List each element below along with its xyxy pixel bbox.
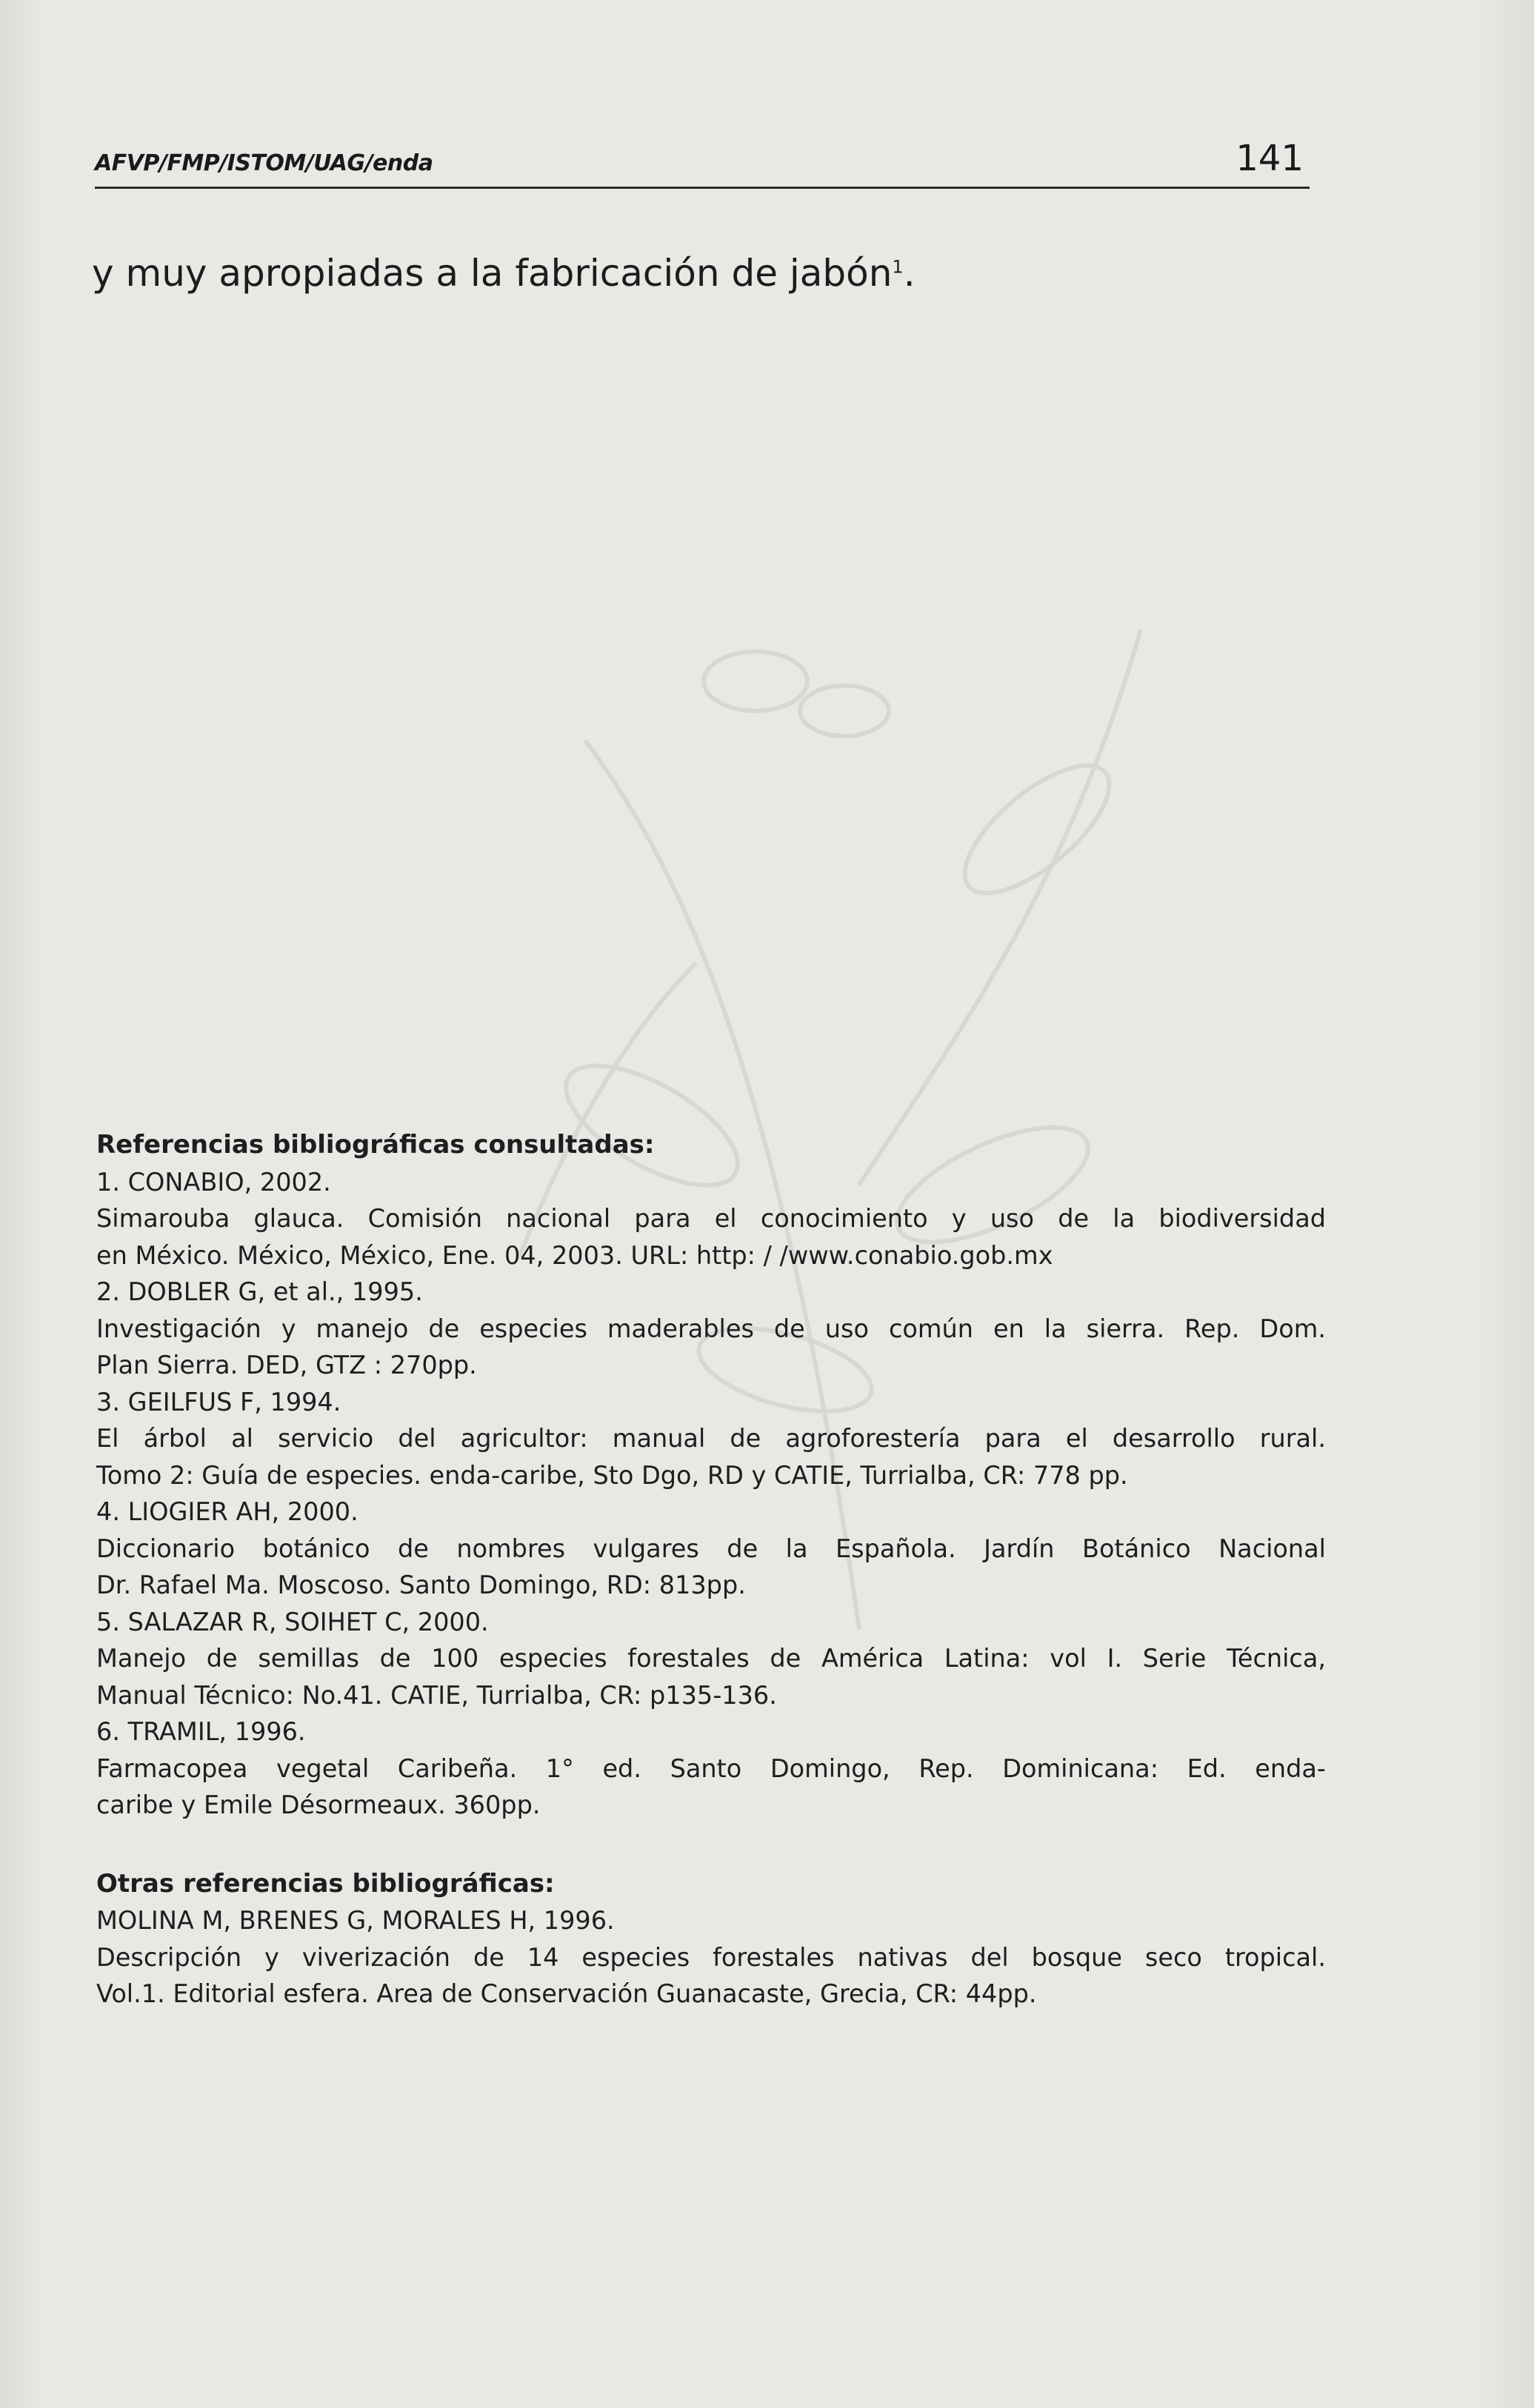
reference-entry-title: 6. TRAMIL, 1996. [96, 1717, 306, 1746]
other-references-heading: Otras referencias bibliográficas: [96, 1868, 555, 1899]
sentence-end: . [903, 252, 916, 295]
reference-entry-text: Vol.1. Editorial esfera. Area de Conservación Guanacaste, Grecia, CR: 44pp. [96, 1979, 1037, 2008]
references-section [96, 1127, 1326, 2013]
reference-entry-text: Diccionario botánico de nombres vulgares de la Española. Jardín Botánico Nacional [96, 1534, 1326, 1563]
reference-entry-title: 5. SALAZAR R, SOIHET C, 2000. [96, 1607, 489, 1636]
reference-entry-text: Dr. Rafael Ma. Moscoso. Santo Domingo, RD: 813pp. [96, 1571, 746, 1599]
page-number: 141 [1235, 138, 1304, 179]
reference-entry-title: MOLINA M, BRENES G, MORALES H, 1996. [96, 1906, 615, 1935]
reference-entry-text: Manual Técnico: No.41. CATIE, Turrialba, CR: p135-136. [96, 1680, 777, 1710]
running-head: AFVP/FMP/ISTOM/UAG/enda [95, 150, 433, 176]
reference-entry-title: 2. DOBLER G, et al., 1995. [96, 1277, 423, 1306]
reference-entry-text: Descripción y viverización de 14 especies forestales nativas del bosque seco tropical. [96, 1942, 1326, 1972]
references-heading: Referencias bibliográficas consultadas: [96, 1130, 655, 1160]
reference-entry-title: 1. CONABIO, 2002. [96, 1167, 331, 1197]
reference-entry-text: en México. México, México, Ene. 04, 2003. URL: http: / /www.conabio.gob.mx [96, 1240, 1053, 1270]
page-header [95, 126, 1310, 189]
reference-entry-text: Investigación y manejo de especies maderables de uso común en la sierra. Rep. Dom. [96, 1314, 1326, 1343]
reference-entry-title: 4. LIOGIER AH, 2000. [96, 1497, 359, 1526]
reference-entry-text: Plan Sierra. DED, GTZ : 270pp. [96, 1351, 477, 1379]
footnote-mark: 1 [892, 256, 904, 278]
reference-entry-text: Simarouba glauca. Comisión nacional para el conocimiento y uso de la biodiversidad [96, 1204, 1326, 1233]
reference-entry-text: caribe y Emile Désormeaux. 360pp. [96, 1790, 541, 1819]
reference-entry-text: El árbol al servicio del agricultor: manual de agroforestería para el desarrollo rural. [96, 1424, 1326, 1453]
section-spacer [96, 1824, 1326, 1866]
body-text-continuation [92, 252, 916, 295]
reference-entry-text: Farmacopea vegetal Caribeña. 1° ed. Santo Domingo, Rep. Dominicana: Ed. enda- [96, 1753, 1326, 1783]
continuation-sentence: y muy apropiadas a la fabricación de jabón [92, 252, 893, 295]
reference-entry-title: 3. GEILFUS F, 1994. [96, 1387, 341, 1417]
reference-entry-text: Manejo de semillas de 100 especies forestales de América Latina: vol I. Serie Técnica, [96, 1644, 1326, 1673]
reference-entry-text: Tomo 2: Guía de especies. enda-caribe, Sto Dgo, RD y CATIE, Turrialba, CR: 778 pp. [96, 1460, 1128, 1490]
